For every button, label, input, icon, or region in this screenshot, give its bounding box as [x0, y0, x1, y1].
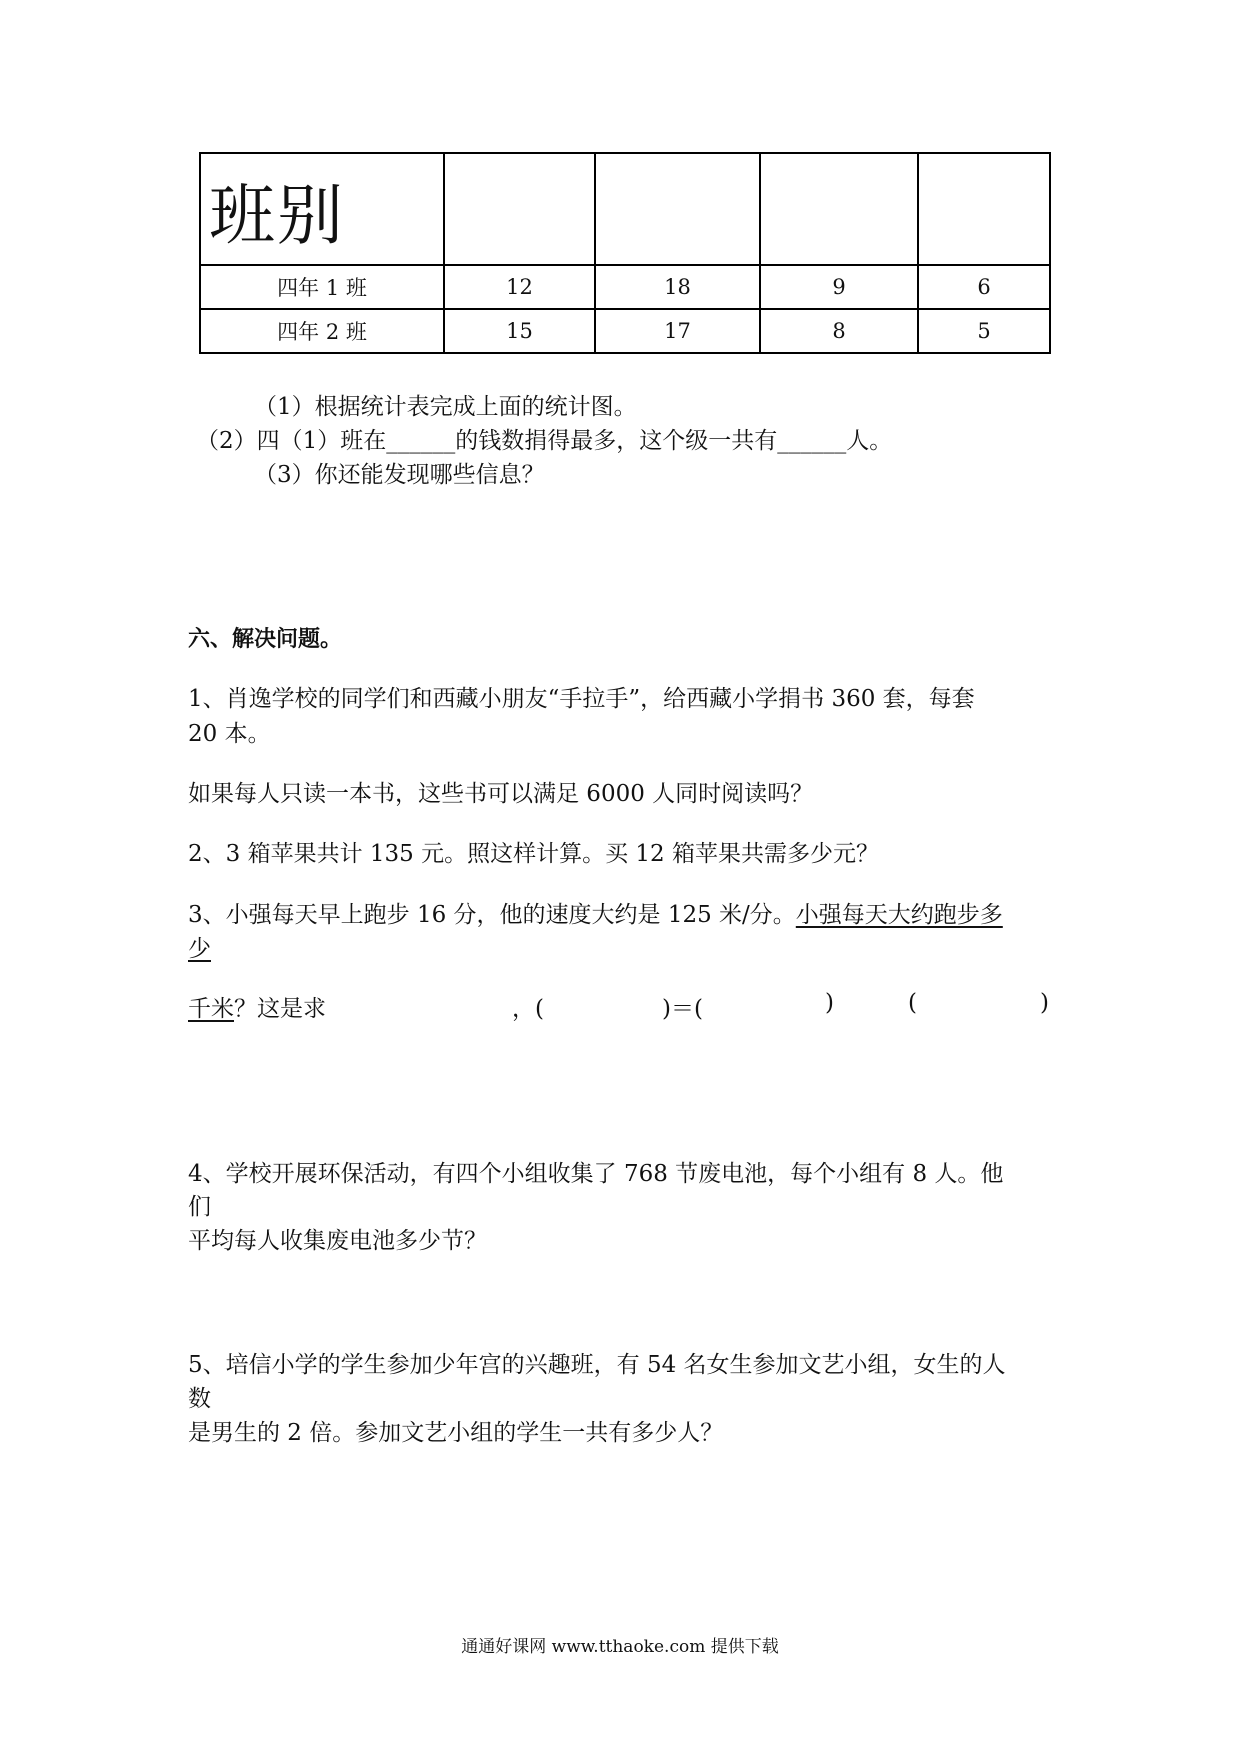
- problem-3-text: [188, 896, 1003, 929]
- formula-blank-2: )＝(: [662, 996, 703, 1022]
- table-cell: 6: [918, 265, 1050, 309]
- section-title: 六、解决问题。: [188, 627, 343, 652]
- table-header-empty-cell: [918, 153, 1050, 265]
- formula-blank-5: ): [1040, 990, 1049, 1016]
- table-cell: 15: [444, 309, 595, 353]
- problem-1-question: 如果每人只读一本书，这些书可以满足 6000 人同时阅读吗？: [188, 781, 814, 807]
- table-cell: 8: [760, 309, 918, 353]
- formula-blank-4: (: [908, 990, 917, 1016]
- table-row: [200, 309, 1050, 353]
- problem-1-text-cont: 20 本。: [188, 721, 271, 747]
- formula-blank-1: ，(: [512, 996, 544, 1022]
- table-header-cell: [200, 153, 444, 265]
- table-header-empty-cell: [595, 153, 760, 265]
- problem-1-text: 1、肖逸学校的同学们和西藏小朋友“手拉手”，给西藏小学捐书 360 套，每套: [188, 686, 975, 712]
- problem-3-prompt: [188, 990, 326, 1023]
- table-cell: 12: [444, 265, 595, 309]
- problem-3-text-cont: 少: [188, 936, 211, 962]
- formula-blank-3: ): [825, 990, 834, 1016]
- row-label: 四年 1 班: [200, 265, 444, 309]
- problem-2-text: 2、3 箱苹果共计 135 元。照这样计算。买 12 箱苹果共需多少元？: [188, 841, 879, 867]
- table-header-empty-cell: [444, 153, 595, 265]
- table-cell: 17: [595, 309, 760, 353]
- table-header-label: 班别: [209, 176, 345, 254]
- problem-3-unit: 千米: [188, 996, 234, 1022]
- table-cell: 18: [595, 265, 760, 309]
- problem-4-text: 4、学校开展环保活动，有四个小组收集了 768 节废电池，每个小组有 8 人。他: [188, 1161, 1004, 1187]
- footer: 通通好课网 www.tthaoke.com 提供下载: [461, 1637, 779, 1657]
- problem-4-question: 平均每人收集废电池多少节？: [188, 1228, 487, 1254]
- problem-4-text-cont: 们: [188, 1194, 211, 1220]
- problem-3-text-a: 3、小强每天早上跑步 16 分，他的速度大约是 125 米/分。: [188, 902, 796, 928]
- problem-3-underlined: 小强每天大约跑步多: [795, 902, 1003, 928]
- question-1: （1）根据统计表完成上面的统计图。: [254, 394, 637, 420]
- problem-5-text: 5、培信小学的学生参加少年宫的兴趣班，有 54 名女生参加文艺小组，女生的人: [188, 1352, 1006, 1378]
- problem-5-question: 是男生的 2 倍。参加文艺小组的学生一共有多少人？: [188, 1420, 724, 1446]
- table-cell: 5: [918, 309, 1050, 353]
- question-2: （2）四（1）班在______的钱数捐得最多，这个级一共有______人。: [196, 428, 893, 454]
- table-row: [200, 265, 1050, 309]
- question-3: （3）你还能发现哪些信息？: [254, 462, 545, 488]
- row-label: 四年 2 班: [200, 309, 444, 353]
- table-header-empty-cell: [760, 153, 918, 265]
- statistics-table: [199, 152, 1051, 354]
- problem-3-prompt-text: ？这是求: [234, 996, 326, 1022]
- table-cell: 9: [760, 265, 918, 309]
- problem-5-text-cont: 数: [188, 1386, 211, 1412]
